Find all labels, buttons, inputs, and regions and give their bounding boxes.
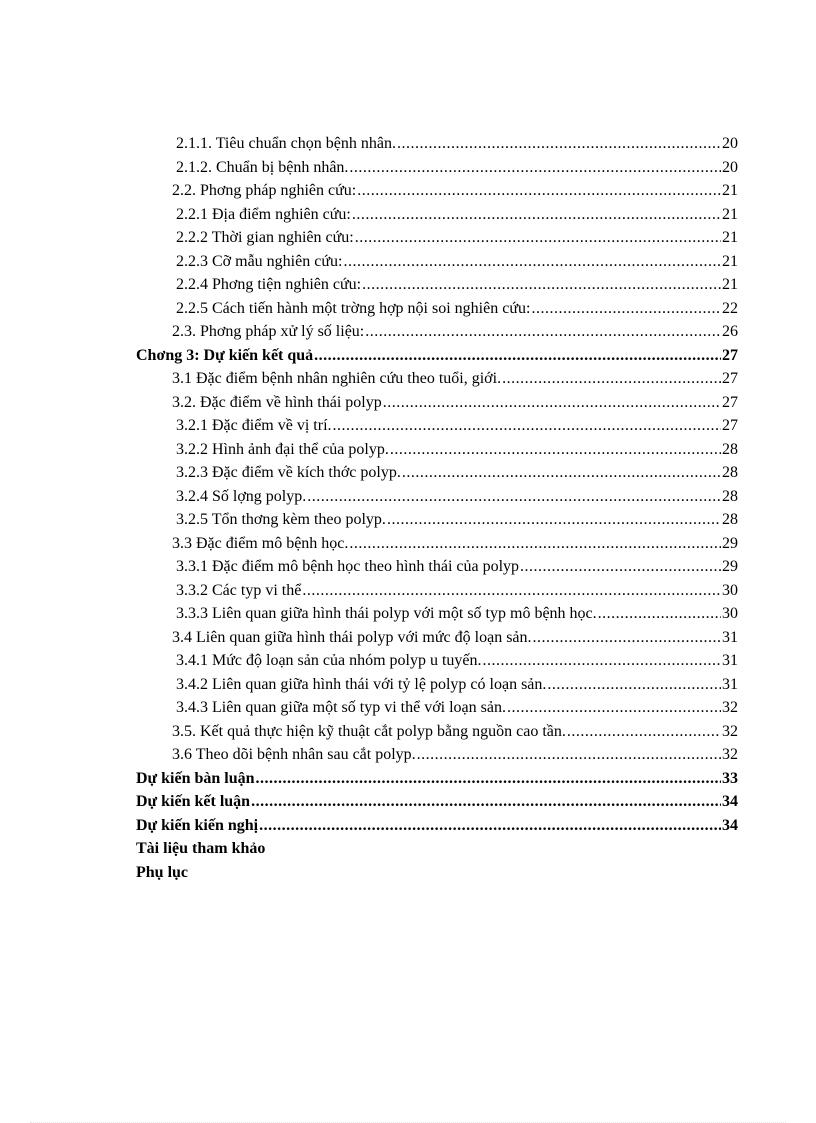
toc-leader-dots bbox=[362, 273, 721, 297]
toc-leader-dots bbox=[390, 438, 721, 462]
toc-entry bbox=[136, 297, 738, 321]
toc-entry bbox=[136, 203, 738, 227]
toc-entry bbox=[136, 508, 738, 532]
toc-entry-title: Dự kiến bàn luận bbox=[136, 769, 255, 787]
toc-leader-dots bbox=[352, 203, 721, 227]
toc-entry-title: Tài liệu tham khảo bbox=[136, 840, 266, 857]
toc-entry bbox=[136, 790, 738, 814]
toc-leader-dots bbox=[365, 320, 721, 344]
toc-leader-dots bbox=[533, 626, 721, 650]
toc-entry-title: 3.4.1 Mức độ loạn sản của nhóm polyp u tuyến. bbox=[176, 652, 482, 669]
toc-entry-page-number: 34 bbox=[722, 816, 738, 834]
toc-entry-page-number: 27 bbox=[722, 393, 738, 411]
toc-entry bbox=[136, 555, 738, 579]
toc-leader-dots bbox=[402, 461, 721, 485]
toc-entry-title: 3.3.3 Liên quan giữa hình thái polyp với một số typ mô bệnh học. bbox=[176, 605, 597, 622]
toc-entry-page-number: 31 bbox=[722, 675, 738, 693]
toc-entry-page-number: 32 bbox=[722, 746, 738, 763]
toc-entry bbox=[136, 649, 738, 673]
toc-leader-dots bbox=[531, 297, 721, 321]
toc-entry-title: 3.3.1 Đặc điểm mô bệnh học theo hình thái của polyp bbox=[176, 558, 520, 575]
toc-entry-title: 2.1.1. Tiêu chuẩn chọn bệnh nhân. bbox=[176, 135, 396, 152]
table-of-contents bbox=[136, 132, 738, 884]
toc-leader-dots bbox=[387, 508, 721, 532]
toc-entry-title: 2.1.2. Chuẩn bị bệnh nhân. bbox=[176, 158, 349, 176]
toc-entry-title: Phụ lục bbox=[136, 863, 189, 881]
toc-entry-page-number: 34 bbox=[722, 793, 738, 810]
toc-entry bbox=[136, 391, 738, 415]
toc-leader-dots bbox=[502, 367, 721, 391]
toc-leader-dots bbox=[251, 790, 721, 814]
toc-entry-title: 2.2.5 Cách tiến hành một trờng hợp nội soi nghiên cứu: bbox=[176, 299, 531, 317]
toc-entry-page-number: 32 bbox=[722, 699, 738, 716]
toc-leader-dots bbox=[343, 250, 721, 274]
toc-entry-page-number: 31 bbox=[722, 652, 738, 669]
toc-leader-dots bbox=[256, 767, 721, 791]
toc-entry-page-number: 29 bbox=[722, 534, 738, 552]
toc-entry-title: 3.4 Liên quan giữa hình thái polyp với mức độ loạn sản. bbox=[172, 628, 532, 646]
toc-leader-dots bbox=[520, 555, 721, 579]
toc-leader-dots bbox=[567, 720, 721, 744]
toc-entry-title: 3.2.1 Đặc điểm về vị trí. bbox=[176, 417, 332, 434]
toc-entry-title: 2.2.4 Phơng tiện nghiên cứu: bbox=[176, 276, 362, 293]
toc-entry-title: 3.2.5 Tổn thơng kèm theo polyp. bbox=[176, 511, 386, 528]
toc-entry bbox=[136, 438, 738, 462]
toc-entry-title: 3.4.2 Liên quan giữa hình thái với tỷ lệ polyp có loạn sản. bbox=[176, 675, 547, 693]
toc-entry-page-number: 33 bbox=[722, 769, 738, 787]
toc-entry-title: 3.3.2 Các typ vi thể bbox=[176, 581, 302, 599]
toc-entry bbox=[136, 344, 738, 368]
toc-entry bbox=[136, 673, 738, 697]
toc-entry bbox=[136, 720, 738, 744]
toc-leader-dots bbox=[417, 743, 721, 767]
toc-entry bbox=[136, 861, 738, 885]
toc-entry bbox=[136, 837, 738, 861]
toc-leader-dots bbox=[357, 179, 721, 203]
toc-leader-dots bbox=[397, 132, 721, 156]
toc-entry-title: 3.1 Đặc điểm bệnh nhân nghiên cứu theo tuổi, giới. bbox=[172, 370, 502, 387]
toc-entry bbox=[136, 273, 738, 297]
toc-entry-title: 2.2.3 Cỡ mẫu nghiên cứu: bbox=[176, 252, 343, 270]
toc-entry-page-number: 28 bbox=[722, 464, 738, 481]
toc-entry-title: 2.2.1 Địa điểm nghiên cứu: bbox=[176, 205, 351, 223]
toc-leader-dots bbox=[333, 414, 721, 438]
toc-entry-page-number: 28 bbox=[722, 440, 738, 458]
toc-entry-page-number: 29 bbox=[722, 558, 738, 575]
toc-entry-page-number: 32 bbox=[722, 722, 738, 740]
toc-entry-title: 3.3 Đặc điểm mô bệnh học. bbox=[172, 534, 349, 552]
toc-entry-page-number: 26 bbox=[722, 323, 738, 340]
toc-entry-page-number: 28 bbox=[722, 487, 738, 505]
toc-entry bbox=[136, 743, 738, 767]
toc-leader-dots bbox=[307, 485, 721, 509]
toc-entry bbox=[136, 414, 738, 438]
toc-entry bbox=[136, 579, 738, 603]
toc-entry bbox=[136, 485, 738, 509]
toc-entry bbox=[136, 461, 738, 485]
toc-entry bbox=[136, 532, 738, 556]
toc-entry-page-number: 21 bbox=[722, 229, 738, 246]
toc-entry bbox=[136, 156, 738, 180]
toc-leader-dots bbox=[383, 391, 721, 415]
toc-entry-page-number: 31 bbox=[722, 628, 738, 646]
toc-entry-page-number: 20 bbox=[722, 158, 738, 176]
toc-entry-page-number: 20 bbox=[722, 135, 738, 152]
toc-entry bbox=[136, 626, 738, 650]
toc-entry-title: 2.2. Phơng pháp nghiên cứu: bbox=[172, 182, 357, 199]
toc-entry-page-number: 27 bbox=[722, 370, 738, 387]
toc-entry-page-number: 21 bbox=[722, 276, 738, 293]
toc-leader-dots bbox=[547, 673, 721, 697]
toc-leader-dots bbox=[259, 814, 721, 838]
toc-entry bbox=[136, 367, 738, 391]
toc-leader-dots bbox=[349, 532, 721, 556]
toc-entry-title: 3.2.2 Hình ảnh đại thể của polyp. bbox=[176, 440, 389, 458]
toc-leader-dots bbox=[302, 579, 721, 603]
toc-entry-title: 2.3. Phơng pháp xử lý số liệu: bbox=[172, 323, 365, 340]
toc-entry-title: Dự kiến kiến nghị bbox=[136, 816, 259, 834]
toc-entry-page-number: 27 bbox=[722, 346, 738, 364]
toc-entry-page-number: 30 bbox=[722, 581, 738, 599]
toc-entry bbox=[136, 320, 738, 344]
toc-entry-page-number: 22 bbox=[722, 299, 738, 317]
toc-entry bbox=[136, 226, 738, 250]
toc-leader-dots bbox=[507, 696, 721, 720]
toc-entry bbox=[136, 602, 738, 626]
toc-entry-title: 3.4.3 Liên quan giữa một số typ vi thể với loạn sản. bbox=[176, 699, 506, 716]
toc-entry-page-number: 28 bbox=[722, 511, 738, 528]
toc-leader-dots bbox=[483, 649, 721, 673]
toc-entry-title: 3.2.3 Đặc điểm về kích thớc polyp. bbox=[176, 464, 401, 481]
toc-entry bbox=[136, 179, 738, 203]
toc-entry-page-number: 30 bbox=[722, 605, 738, 622]
toc-entry bbox=[136, 250, 738, 274]
toc-leader-dots bbox=[598, 602, 721, 626]
toc-entry-title: Chơng 3: Dự kiến kết quả bbox=[136, 346, 314, 364]
toc-entry-title: 3.5. Kết quả thực hiện kỹ thuật cắt polyp bằng nguồn cao tần. bbox=[172, 722, 566, 740]
toc-entry bbox=[136, 132, 738, 156]
toc-leader-dots bbox=[349, 156, 721, 180]
toc-entry-title: 3.6 Theo dõi bệnh nhân sau cắt polyp. bbox=[172, 746, 416, 763]
toc-entry-page-number: 21 bbox=[722, 182, 738, 199]
toc-entry-title: 2.2.2 Thời gian nghiên cứu: bbox=[176, 229, 354, 246]
toc-entry-title: Dự kiến kết luận bbox=[136, 793, 251, 810]
toc-entry-title: 3.2.4 Số lợng polyp. bbox=[176, 487, 307, 505]
toc-entry-title: 3.2. Đặc điểm về hình thái polyp bbox=[172, 393, 382, 411]
toc-entry bbox=[136, 814, 738, 838]
toc-entry bbox=[136, 696, 738, 720]
toc-leader-dots bbox=[314, 344, 721, 368]
toc-entry bbox=[136, 767, 738, 791]
toc-entry-page-number: 21 bbox=[722, 252, 738, 270]
toc-entry-page-number: 21 bbox=[722, 205, 738, 223]
toc-leader-dots bbox=[355, 226, 721, 250]
toc-entry-page-number: 27 bbox=[722, 417, 738, 434]
